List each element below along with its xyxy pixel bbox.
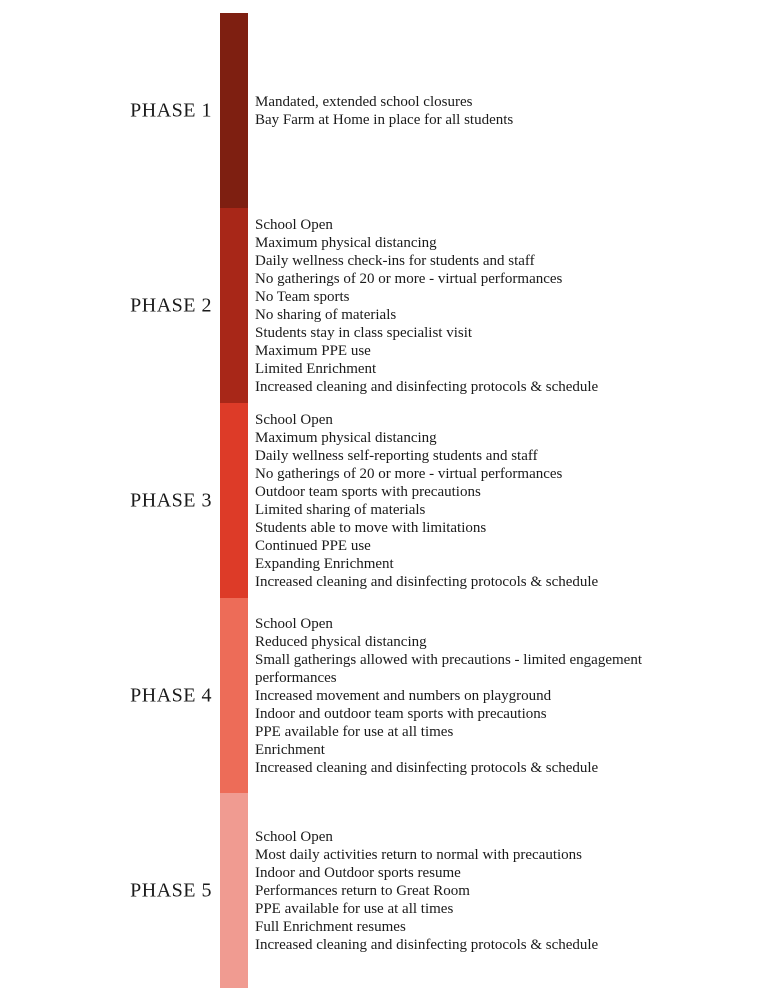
- phase-item: No Team sports: [255, 288, 350, 305]
- phase-4-color-bar: [220, 598, 248, 793]
- phase-item: No sharing of materials: [255, 306, 397, 323]
- phase-2-color-bar: [220, 208, 248, 403]
- phase-item: School Open: [255, 615, 333, 632]
- phase-4-items: [255, 615, 671, 777]
- phase-item: Outdoor team sports with precautions: [255, 483, 481, 500]
- phase-item: School Open: [255, 828, 333, 845]
- phase-item: Indoor and Outdoor sports resume: [255, 864, 461, 881]
- phase-item: Bay Farm at Home in place for all students: [255, 111, 514, 128]
- phase-item: No gatherings of 20 or more - virtual performances: [255, 270, 563, 287]
- phase-2-items: [255, 216, 671, 396]
- phase-item: School Open: [255, 411, 333, 428]
- phase-item: Limited Enrichment: [255, 360, 377, 377]
- phase-item: Maximum physical distancing: [255, 234, 437, 251]
- phase-1-row: [0, 13, 767, 208]
- phase-item: Daily wellness self-reporting students and staff: [255, 447, 538, 464]
- phase-item: Enrichment: [255, 741, 325, 758]
- phase-3-label: PHASE 3: [130, 489, 212, 511]
- phase-4-label: PHASE 4: [130, 684, 212, 706]
- phase-item: School Open: [255, 216, 333, 233]
- phase-item: Performances return to Great Room: [255, 882, 470, 899]
- phase-item: Full Enrichment resumes: [255, 918, 406, 935]
- phase-item: Maximum PPE use: [255, 342, 371, 359]
- phase-5-items: [255, 828, 671, 954]
- phase-item: Increased cleaning and disinfecting protocols & schedule: [255, 573, 599, 590]
- phase-item: Reduced physical distancing: [255, 633, 427, 650]
- phase-item: Small gatherings allowed with precautions - limited engagement performances: [255, 651, 642, 686]
- phase-item: Students stay in class specialist visit: [255, 324, 473, 341]
- phase-item: No gatherings of 20 or more - virtual performances: [255, 465, 563, 482]
- phase-item: Maximum physical distancing: [255, 429, 437, 446]
- phase-item: Most daily activities return to normal with precautions: [255, 846, 583, 863]
- phase-3-color-bar: [220, 403, 248, 598]
- phase-item: Students able to move with limitations: [255, 519, 487, 536]
- phase-1-color-bar: [220, 13, 248, 208]
- phase-item: Mandated, extended school closures: [255, 93, 473, 110]
- phase-item: PPE available for use at all times: [255, 900, 454, 917]
- phase-item: Continued PPE use: [255, 537, 371, 554]
- phase-item: Increased movement and numbers on playground: [255, 687, 552, 704]
- phase-item: Increased cleaning and disinfecting protocols & schedule: [255, 378, 599, 395]
- phase-1-items: [255, 93, 671, 129]
- phase-2-label: PHASE 2: [130, 294, 212, 316]
- phase-2-row: [0, 208, 767, 403]
- phase-3-items: [255, 411, 671, 591]
- phase-5-label: PHASE 5: [130, 879, 212, 901]
- phase-item: Daily wellness check-ins for students and staff: [255, 252, 535, 269]
- phase-5-row: [0, 793, 767, 988]
- phase-item: PPE available for use at all times: [255, 723, 454, 740]
- phase-item: Indoor and outdoor team sports with precautions: [255, 705, 547, 722]
- phase-4-row: [0, 598, 767, 793]
- phase-item: Expanding Enrichment: [255, 555, 394, 572]
- phase-item: Limited sharing of materials: [255, 501, 426, 518]
- phase-1-label: PHASE 1: [130, 99, 212, 121]
- phase-5-color-bar: [220, 793, 248, 988]
- phase-3-row: [0, 403, 767, 598]
- phase-item: Increased cleaning and disinfecting protocols & schedule: [255, 759, 599, 776]
- phase-item: Increased cleaning and disinfecting protocols & schedule: [255, 936, 599, 953]
